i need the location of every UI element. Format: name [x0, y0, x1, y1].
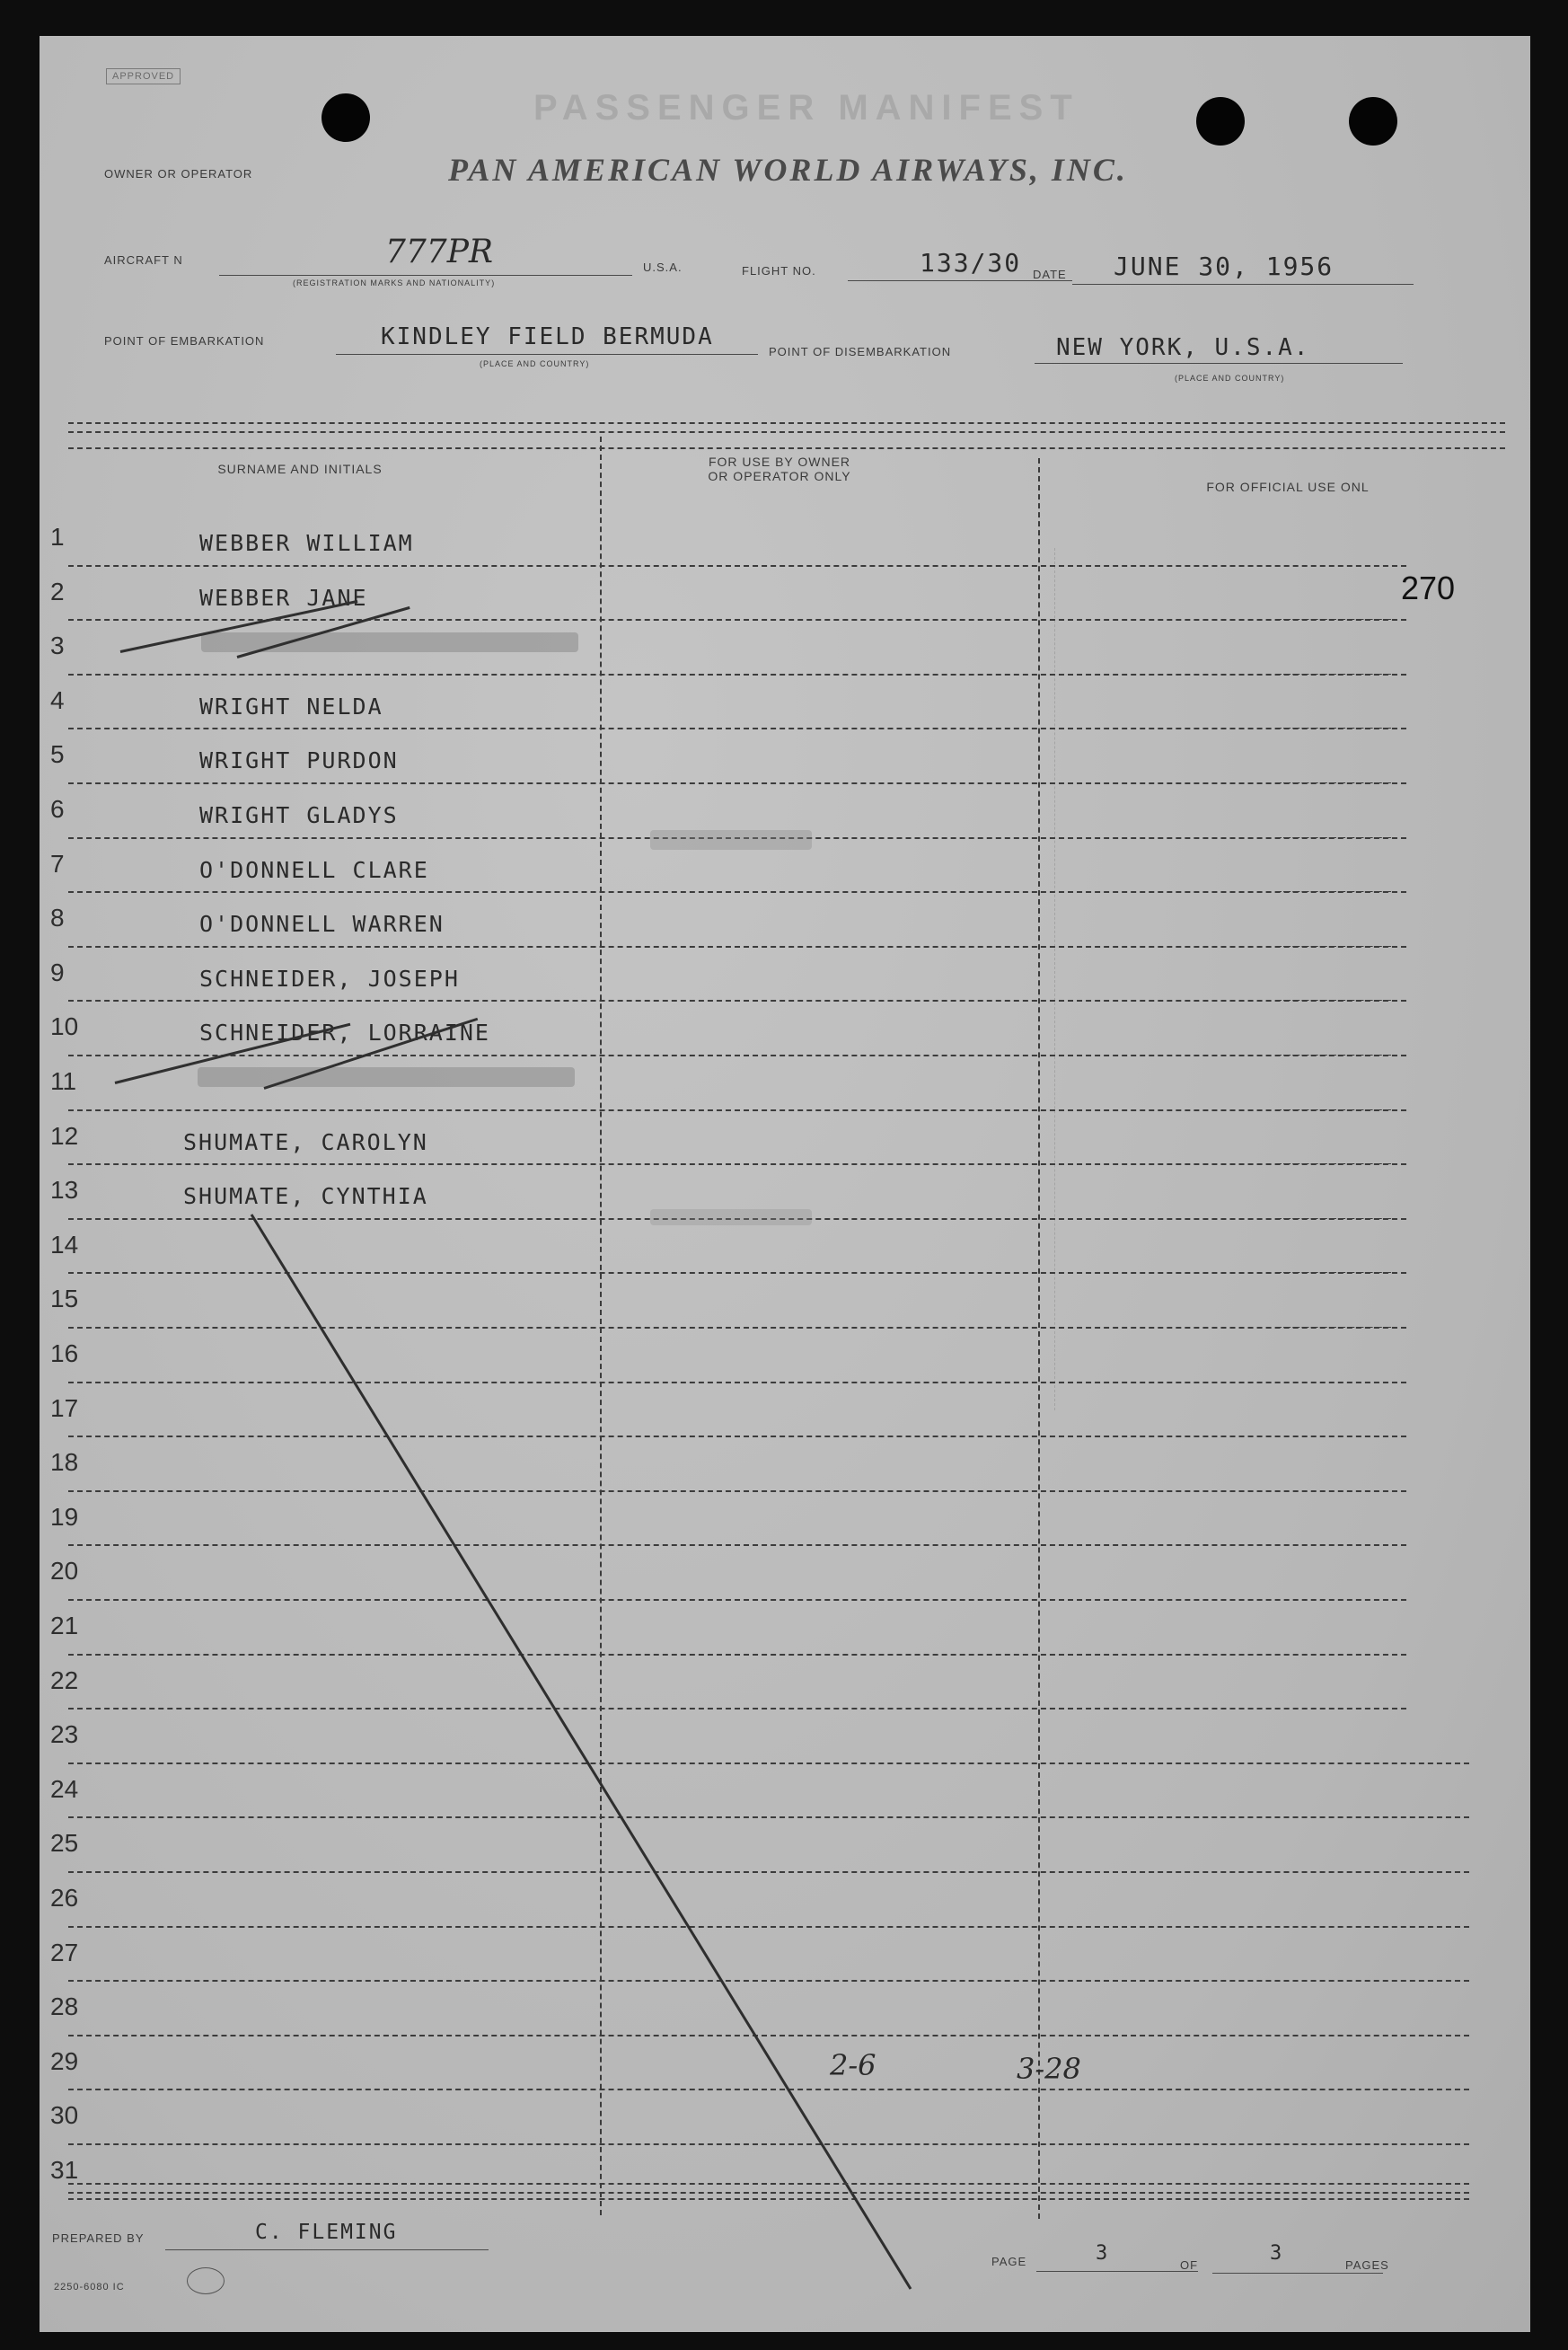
row-number: 24: [50, 1774, 79, 1803]
date-label: DATE: [1033, 268, 1067, 281]
row-number: 29: [50, 2046, 79, 2075]
pages-label: PAGES: [1345, 2258, 1389, 2272]
of-value: 3: [1270, 2242, 1284, 2265]
column-header-name: SURNAME AND INITIALS: [217, 462, 383, 476]
page-label: PAGE: [991, 2255, 1027, 2268]
row-number: 27: [50, 1938, 79, 1966]
row-number: 19: [50, 1502, 79, 1531]
owner-label: OWNER OR OPERATOR: [104, 167, 253, 181]
passenger-name: WRIGHT GLADYS: [199, 802, 399, 828]
row-number: 3: [50, 632, 65, 660]
prepared-value: C. FLEMING: [255, 2221, 398, 2244]
row-number: 14: [50, 1230, 79, 1259]
of-label: OF: [1180, 2258, 1199, 2272]
passenger-name: WEBBER JANE: [199, 584, 368, 611]
passenger-name: SHUMATE, CAROLYN: [183, 1128, 428, 1155]
row-number: 8: [50, 904, 65, 932]
flight-value: 133/30: [920, 248, 1022, 278]
row-number: 15: [50, 1285, 79, 1313]
column-header-owner-use-1: FOR USE BY OWNER: [708, 455, 851, 469]
row-number: 22: [50, 1665, 79, 1694]
aircraft-label: AIRCRAFT N: [104, 253, 183, 267]
row-number: 10: [50, 1012, 79, 1041]
row-number: 30: [50, 2101, 79, 2130]
passenger-name: WEBBER WILLIAM: [199, 530, 414, 556]
page-stamp: 270: [1401, 570, 1456, 606]
row-number: 18: [50, 1448, 79, 1477]
passenger-name: SCHNEIDER, JOSEPH: [199, 965, 460, 992]
row-number: 7: [50, 849, 65, 878]
row-number: 31: [50, 2156, 79, 2184]
passenger-name: O'DONNELL WARREN: [199, 911, 445, 938]
owner-value: PAN AMERICAN WORLD AIRWAYS, INC.: [448, 152, 1128, 188]
form-code: 2250-6080 IC: [54, 2282, 125, 2293]
row-number: 4: [50, 685, 65, 714]
row-number: 11: [50, 1067, 77, 1095]
row-number: 1: [50, 523, 65, 551]
aircraft-sub: (REGISTRATION MARKS AND NATIONALITY): [293, 278, 496, 287]
disembark-value: NEW YORK, U.S.A.: [1056, 334, 1310, 361]
row-number: 23: [50, 1720, 79, 1749]
aircraft-value: 777PR: [385, 234, 494, 270]
row-number: 2: [50, 577, 65, 605]
row-number: 9: [50, 958, 65, 986]
row-number: 12: [50, 1121, 79, 1150]
flight-label: FLIGHT NO.: [742, 264, 816, 278]
row-number: 21: [50, 1612, 79, 1639]
tally-owner-col: 2-6: [830, 2048, 876, 2082]
disembark-sub: (PLACE AND COUNTRY): [1175, 374, 1285, 383]
row-number: 28: [50, 1992, 79, 2021]
passenger-name: SCHNEIDER, LORRAINE: [199, 1020, 490, 1047]
embark-sub: (PLACE AND COUNTRY): [480, 359, 590, 368]
usa-label: U.S.A.: [643, 261, 683, 274]
passenger-name: WRIGHT PURDON: [199, 747, 399, 774]
row-number: 17: [50, 1393, 79, 1422]
row-number: 20: [50, 1557, 79, 1586]
prepared-label: PREPARED BY: [52, 2231, 145, 2245]
row-number: 16: [50, 1339, 79, 1367]
embark-value: KINDLEY FIELD BERMUDA: [381, 323, 714, 350]
passenger-name: SHUMATE, CYNTHIA: [183, 1183, 428, 1210]
column-header-official-use: FOR OFFICIAL USE ONL: [1206, 480, 1370, 494]
row-number: 6: [50, 795, 65, 823]
union-bug-icon: [187, 2267, 225, 2294]
diagonal-void-line: [40, 36, 1530, 2332]
row-number: 13: [50, 1176, 79, 1205]
approval-stamp: APPROVED: [106, 68, 181, 84]
passenger-name: O'DONNELL CLARE: [199, 856, 429, 883]
row-number: 25: [50, 1829, 79, 1858]
disembark-label: POINT OF DISEMBARKATION: [769, 345, 952, 358]
page-value: 3: [1096, 2242, 1110, 2265]
date-value: JUNE 30, 1956: [1114, 252, 1335, 281]
form-title: PASSENGER MANIFEST: [533, 88, 1079, 128]
tally-official-col: 3-28: [1017, 2052, 1081, 2086]
manifest-sheet: [40, 36, 1530, 2332]
row-number: 26: [50, 1884, 79, 1912]
passenger-name: WRIGHT NELDA: [199, 693, 383, 720]
column-header-owner-use-2: OR OPERATOR ONLY: [708, 469, 851, 483]
embark-label: POINT OF EMBARKATION: [104, 334, 265, 348]
row-number: 5: [50, 740, 65, 769]
